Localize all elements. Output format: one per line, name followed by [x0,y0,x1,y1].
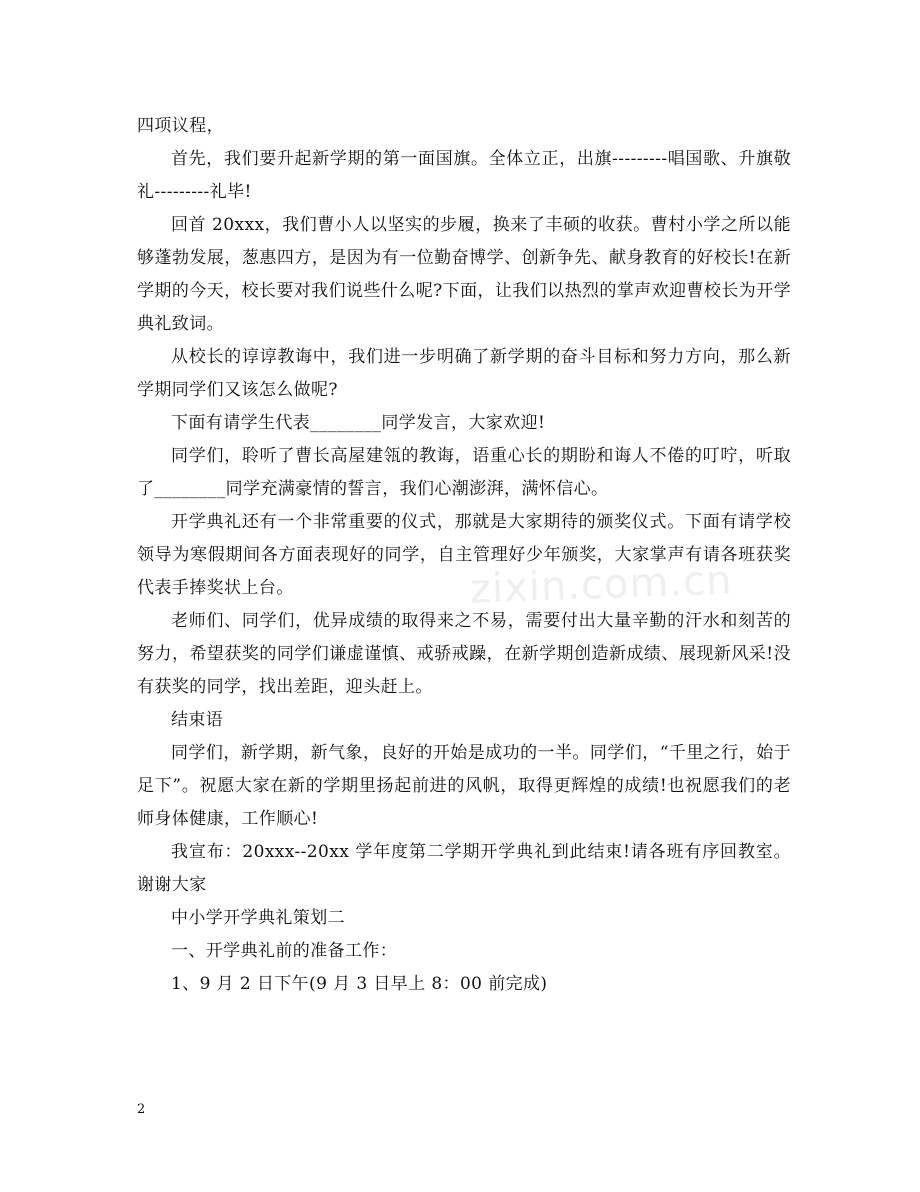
paragraph: 从校长的谆谆教诲中，我们进一步明确了新学期的奋斗目标和努力方向，那么新学期同学们又该怎么做呢? [137,347,791,400]
page-number: 2 [137,1102,146,1117]
paragraph: 老师们、同学们，优异成绩的取得来之不易，需要付出大量辛勤的汗水和刻苦的努力，希望获奖的同学们谦虚谨慎、戒骄戒躁，在新学期创造新成绩、展现新风采!没有获奖的同学，找出差距，迎头赶上。 [137,611,791,697]
list-item: 1、9 月 2 日下午(9 月 3 日早上 8：00 前完成) [171,974,548,994]
section-title: 中小学开学典礼策划二 [171,908,345,928]
paragraph: 回首 20xxx，我们曹小人以坚实的步履，换来了丰硕的收获。曹村小学之所以能够蓬勃发展，葱惠四方，是因为有一位勤奋博学、创新争先、献身教育的好校长!在新学期的今天，校长要对我们说些什么呢?下面，让我们以热烈的掌声欢迎曹校长为开学典礼致词。 [137,215,791,334]
document-body [137,110,791,1001]
paragraph: 同学们，聆听了曹长高屋建瓴的教诲，语重心长的期盼和诲人不倦的叮咛，听取了________同学充满豪情的誓言，我们心潮澎湃，满怀信心。 [137,446,791,499]
paragraph: 首先，我们要升起新学期的第一面国旗。全体立正，出旗---------唱国歌、升旗敬礼---------礼毕! [137,149,791,202]
paragraph: 下面有请学生代表________同学发言，大家欢迎! [171,413,546,433]
watermark: zixin.com.cn [469,557,734,613]
paragraph: 开学典礼还有一个非常重要的仪式，那就是大家期待的颁奖仪式。下面有请学校领导为寒假期间各方面表现好的同学，自主管理好少年颁奖，大家掌声有请各班获奖代表手捧奖状上台。 [137,512,791,598]
section-heading: 一、开学典礼前的准备工作： [171,941,398,961]
section-heading: 结束语 [171,710,224,730]
paragraph: 四项议程， [137,116,224,136]
paragraph: 我宣布：20xxx--20xx 学年度第二学期开学典礼到此结束!请各班有序回教室。谢谢大家 [137,842,791,895]
paragraph: 同学们，新学期，新气象，良好的开始是成功的一半。同学们，“千里之行，始于足下”。祝愿大家在新的学期里扬起前进的风帆，取得更辉煌的成绩!也祝愿我们的老师身体健康，工作顺心! [137,743,791,829]
